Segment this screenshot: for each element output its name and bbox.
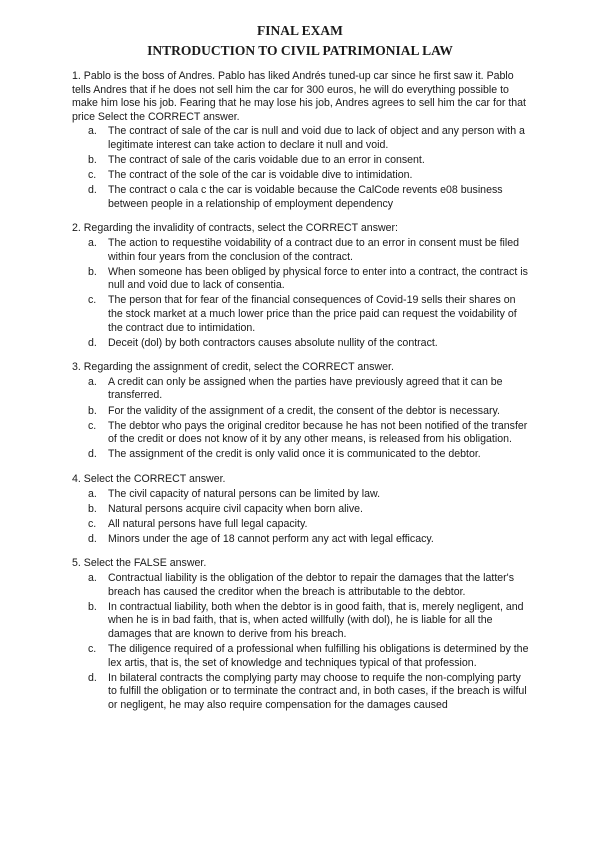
page-subtitle: INTRODUCTION TO CIVIL PATRIMONIAL LAW <box>147 43 453 58</box>
answer-option <box>72 672 532 713</box>
questions-list <box>72 70 532 723</box>
answer-option <box>72 266 532 293</box>
question-stem: 1. Pablo is the boss of Andres. Pablo has liked Andrés tuned-up car since he first saw it. Pablo tells Andres that if he does not sell him the car for 300 euros, he will do everything possible to make him lose his job. Fearing that he may lose his job, Andres agrees to sell him the car for that price Select the CORRECT answer. <box>72 70 526 123</box>
option-text: Natural persons acquire civil capacity when born alive. <box>108 502 363 515</box>
option-text: In bilateral contracts the complying party may choose to requife the non-complying party to fulfill the obligation or to terminate the contract and, in both cases, if the breach is wilful or negligent, he may also require compensation for the damages caused <box>108 671 527 711</box>
option-letter: d. <box>88 671 97 684</box>
answer-options <box>72 572 532 712</box>
answer-options <box>72 376 532 462</box>
question-stem: 2. Regarding the invalidity of contracts, select the CORRECT answer: <box>72 222 399 235</box>
option-text: The diligence required of a professional when fulfilling his obligations is determined by the lex artis, that is, the set of knowledge and techniques typical of that profession. <box>108 642 529 669</box>
option-text: Deceit (dol) by both contractors causes absolute nullity of the contract. <box>108 336 438 349</box>
option-text: The contract of sale of the caris voidable due to an error in consent. <box>108 154 425 167</box>
question-5 <box>72 557 532 712</box>
answer-option <box>72 125 532 152</box>
answer-options <box>72 237 532 350</box>
question-3 <box>72 361 532 462</box>
option-letter: d. <box>88 532 97 545</box>
option-text: The action to requestihe voidability of a contract due to an error in consent must be filed within four years from the conclusion of the contract. <box>108 237 520 263</box>
option-text: The assignment of the credit is only valid once it is communicated to the debtor. <box>108 448 481 461</box>
question-1 <box>72 70 532 211</box>
option-letter: c. <box>88 517 97 530</box>
option-letter: d. <box>88 448 97 461</box>
answer-option <box>72 420 532 447</box>
answer-option <box>72 376 532 403</box>
answer-option <box>72 184 532 211</box>
option-text: The civil capacity of natural persons can be limited by law. <box>108 487 381 500</box>
answer-option <box>72 503 532 517</box>
option-text: When someone has been obliged by physical force to enter into a contract, the contract is null and void due to lack of consentia. <box>108 265 528 292</box>
answer-options <box>72 125 532 211</box>
answer-option <box>72 533 532 547</box>
option-letter: b. <box>88 154 97 167</box>
question-4 <box>72 473 532 546</box>
answer-option <box>72 154 532 168</box>
option-letter: b. <box>88 404 97 417</box>
option-letter: a. <box>88 125 97 138</box>
answer-option <box>72 643 532 670</box>
option-letter: c. <box>88 642 97 655</box>
option-text: All natural persons have full legal capacity. <box>108 517 308 530</box>
option-letter: a. <box>88 572 97 584</box>
option-text: The contract o cala c the car is voidable because the CalCode revents e08 business between people in a relationship of employment dependency <box>108 184 503 210</box>
option-letter: b. <box>88 502 97 515</box>
option-letter: c. <box>88 294 97 307</box>
answer-option <box>72 405 532 419</box>
option-text: For the validity of the assignment of a credit, the consent of the debtor is necessary. <box>108 404 500 417</box>
option-text: Minors under the age of 18 cannot perform any act with legal efficacy. <box>108 532 434 545</box>
option-letter: c. <box>88 419 97 432</box>
option-text: The contract of the sole of the car is voidable dive to intimidation. <box>108 169 413 182</box>
option-text: Contractual liability is the obligation of the debtor to repair the damages that the latter's breach has caused the creditor when the breach is attributable to the debtor. <box>108 572 514 598</box>
answer-option <box>72 237 532 264</box>
page-title: FINAL EXAM <box>257 23 343 38</box>
answer-option <box>72 169 532 183</box>
answer-option <box>72 601 532 642</box>
answer-option <box>72 294 532 335</box>
option-text: In contractual liability, both when the debtor is in good faith, that is, merely negligent, and when he is in bad faith, that is, when acted willfully (with dol), he is liable for all the damages that are known to derive from his breach. <box>108 600 524 640</box>
question-stem: 3. Regarding the assignment of credit, select the CORRECT answer. <box>72 361 394 374</box>
option-text: The person that for fear of the financial consequences of Covid-19 sells their shares on the stock market at a much lower price than the price paid can request the voidability of the contract due to intimidation. <box>108 294 517 334</box>
answer-option <box>72 518 532 532</box>
option-text: The contract of sale of the car is null and void due to lack of object and any person with a legitimate interest can take action to declare it null and void. <box>108 125 525 151</box>
option-letter: d. <box>88 336 97 349</box>
option-letter: b. <box>88 600 97 613</box>
option-letter: c. <box>88 169 97 182</box>
option-letter: a. <box>88 375 97 388</box>
option-letter: a. <box>88 487 97 500</box>
question-stem: 5. Select the FALSE answer. <box>72 557 207 570</box>
answer-option <box>72 572 532 599</box>
option-letter: a. <box>88 237 97 250</box>
option-letter: b. <box>88 265 97 278</box>
option-text: The debtor who pays the original creditor because he has not been notified of the transfer of the credit or does not know of it by any other means, is released from his obligation. <box>108 419 528 446</box>
answer-option <box>72 448 532 462</box>
answer-option <box>72 337 532 351</box>
answer-options <box>72 488 532 547</box>
question-stem: 4. Select the CORRECT answer. <box>72 472 226 485</box>
answer-option <box>72 488 532 502</box>
question-2 <box>72 222 532 350</box>
option-text: A credit can only be assigned when the parties have previously agreed that it can be transferred. <box>108 375 503 402</box>
option-letter: d. <box>88 184 97 197</box>
